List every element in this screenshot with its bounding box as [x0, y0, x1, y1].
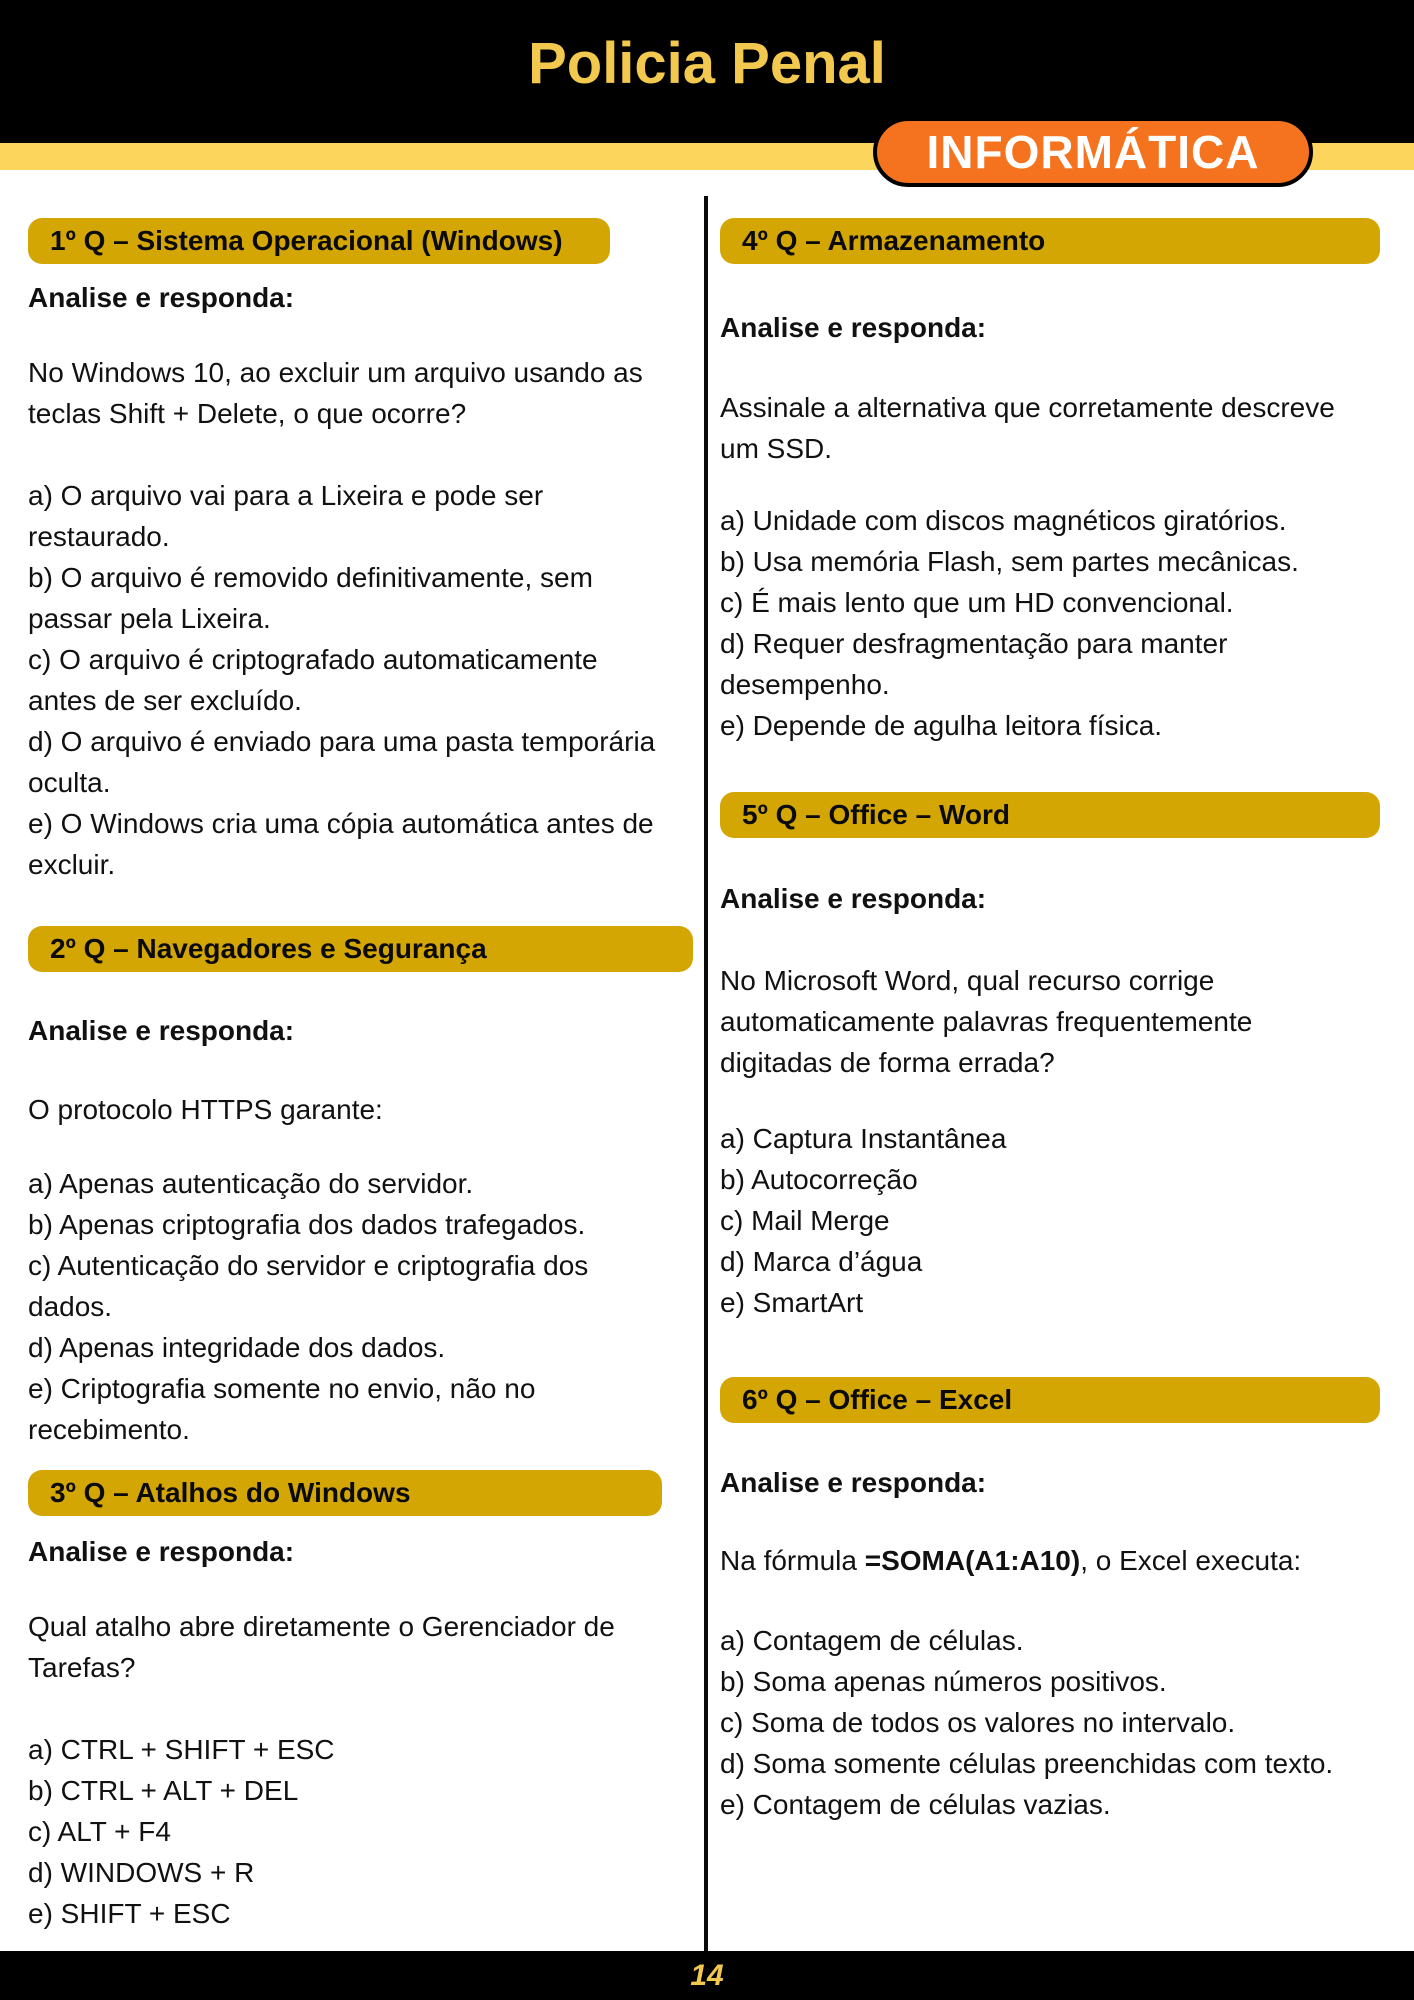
option-d: d) Apenas integridade dos dados.	[28, 1332, 446, 1363]
question-1-text: No Windows 10, ao excluir um arquivo usando as teclas Shift + Delete, o que ocorre?	[28, 357, 643, 429]
option-b: b) Soma apenas números positivos.	[720, 1666, 1167, 1697]
option-c: c) É mais lento que um HD convencional.	[720, 587, 1234, 618]
question-5-header-bar	[720, 792, 1380, 838]
question-2-text: O protocolo HTTPS garante:	[28, 1094, 383, 1125]
question-3-options	[28, 1729, 335, 1934]
option-e: e) O Windows cria uma cópia automática antes de excluir.	[28, 808, 654, 880]
option-e: e) Contagem de células vazias.	[720, 1789, 1111, 1820]
option-b: b) Autocorreção	[720, 1164, 918, 1195]
option-d: d) WINDOWS + R	[28, 1857, 255, 1888]
question-1-options	[28, 475, 673, 885]
right-column	[720, 170, 1370, 1951]
page-number: 14	[690, 1958, 724, 1992]
question-4-text: Assinale a alternativa que corretamente descreve um SSD.	[720, 392, 1335, 464]
question-2-header-label: 2º Q – Navegadores e Segurança	[50, 933, 487, 964]
option-b: b) O arquivo é removido definitivamente, sem passar pela Lixeira.	[28, 562, 593, 634]
option-e: e) SmartArt	[720, 1287, 864, 1318]
question-3-text: Qual atalho abre diretamente o Gerenciador de Tarefas?	[28, 1611, 615, 1683]
question-1-header-bar	[28, 218, 610, 264]
option-d: d) Soma somente células preenchidas com texto.	[720, 1748, 1334, 1779]
question-4-prompt: Analise e responda:	[720, 312, 987, 343]
question-6-text-post: , o Excel executa:	[1080, 1545, 1302, 1576]
question-4-header-label: 4º Q – Armazenamento	[742, 225, 1046, 256]
question-6-text-pre: Na fórmula	[720, 1545, 865, 1576]
question-5-prompt: Analise e responda:	[720, 883, 987, 914]
question-2-options	[28, 1163, 673, 1450]
question-6-header-label: 6º Q – Office – Excel	[742, 1384, 1013, 1415]
option-e: e) SHIFT + ESC	[28, 1898, 231, 1929]
option-b: b) Usa memória Flash, sem partes mecânicas.	[720, 546, 1299, 577]
question-6-text	[720, 1540, 1301, 1581]
question-6-options	[720, 1620, 1333, 1825]
question-5-options	[720, 1118, 1006, 1323]
footer-band	[0, 1951, 1414, 2000]
question-5-text: No Microsoft Word, qual recurso corrige automaticamente palavras frequentemente digitadas de forma errada?	[720, 965, 1253, 1078]
option-e: e) Criptografia somente no envio, não no recebimento.	[28, 1373, 536, 1445]
question-1-prompt: Analise e responda:	[28, 282, 295, 313]
question-6-formula: =SOMA(A1:A10)	[864, 1545, 1081, 1576]
question-6-header-bar	[720, 1377, 1380, 1423]
question-3-header-label: 3º Q – Atalhos do Windows	[50, 1477, 411, 1508]
option-a: a) Contagem de células.	[720, 1625, 1024, 1656]
column-divider	[704, 196, 708, 1951]
question-6-prompt: Analise e responda:	[720, 1467, 987, 1498]
option-b: b) CTRL + ALT + DEL	[28, 1775, 299, 1806]
option-d: d) Requer desfragmentação para manter desempenho.	[720, 628, 1228, 700]
option-c: c) Mail Merge	[720, 1205, 890, 1236]
option-a: a) Apenas autenticação do servidor.	[28, 1168, 474, 1199]
option-c: c) ALT + F4	[28, 1816, 171, 1847]
page-title: Policia Penal	[528, 31, 886, 96]
left-column	[28, 170, 673, 1951]
question-4-options	[720, 500, 1370, 746]
option-c: c) Soma de todos os valores no intervalo.	[720, 1707, 1236, 1738]
option-b: b) Apenas criptografia dos dados trafegados.	[28, 1209, 586, 1240]
option-a: a) O arquivo vai para a Lixeira e pode ser restaurado.	[28, 480, 544, 552]
question-5-header-label: 5º Q – Office – Word	[742, 799, 1010, 830]
content-area	[0, 170, 1414, 1951]
question-3-prompt: Analise e responda:	[28, 1536, 295, 1567]
option-a: a) Captura Instantânea	[720, 1123, 1007, 1154]
question-2-header-bar	[28, 926, 693, 972]
question-2-prompt: Analise e responda:	[28, 1015, 295, 1046]
option-c: c) O arquivo é criptografado automaticamente antes de ser excluído.	[28, 644, 598, 716]
option-a: a) CTRL + SHIFT + ESC	[28, 1734, 335, 1765]
option-c: c) Autenticação do servidor e criptografia dos dados.	[28, 1250, 589, 1322]
question-4-header-bar	[720, 218, 1380, 264]
option-d: d) Marca d’água	[720, 1246, 923, 1277]
question-3-header-bar	[28, 1470, 662, 1516]
subject-badge-label: INFORMÁTICA	[926, 126, 1260, 178]
option-e: e) Depende de agulha leitora física.	[720, 710, 1163, 741]
question-1-header-label: 1º Q – Sistema Operacional (Windows)	[50, 225, 563, 256]
option-d: d) O arquivo é enviado para uma pasta temporária oculta.	[28, 726, 656, 798]
option-a: a) Unidade com discos magnéticos giratórios.	[720, 505, 1287, 536]
